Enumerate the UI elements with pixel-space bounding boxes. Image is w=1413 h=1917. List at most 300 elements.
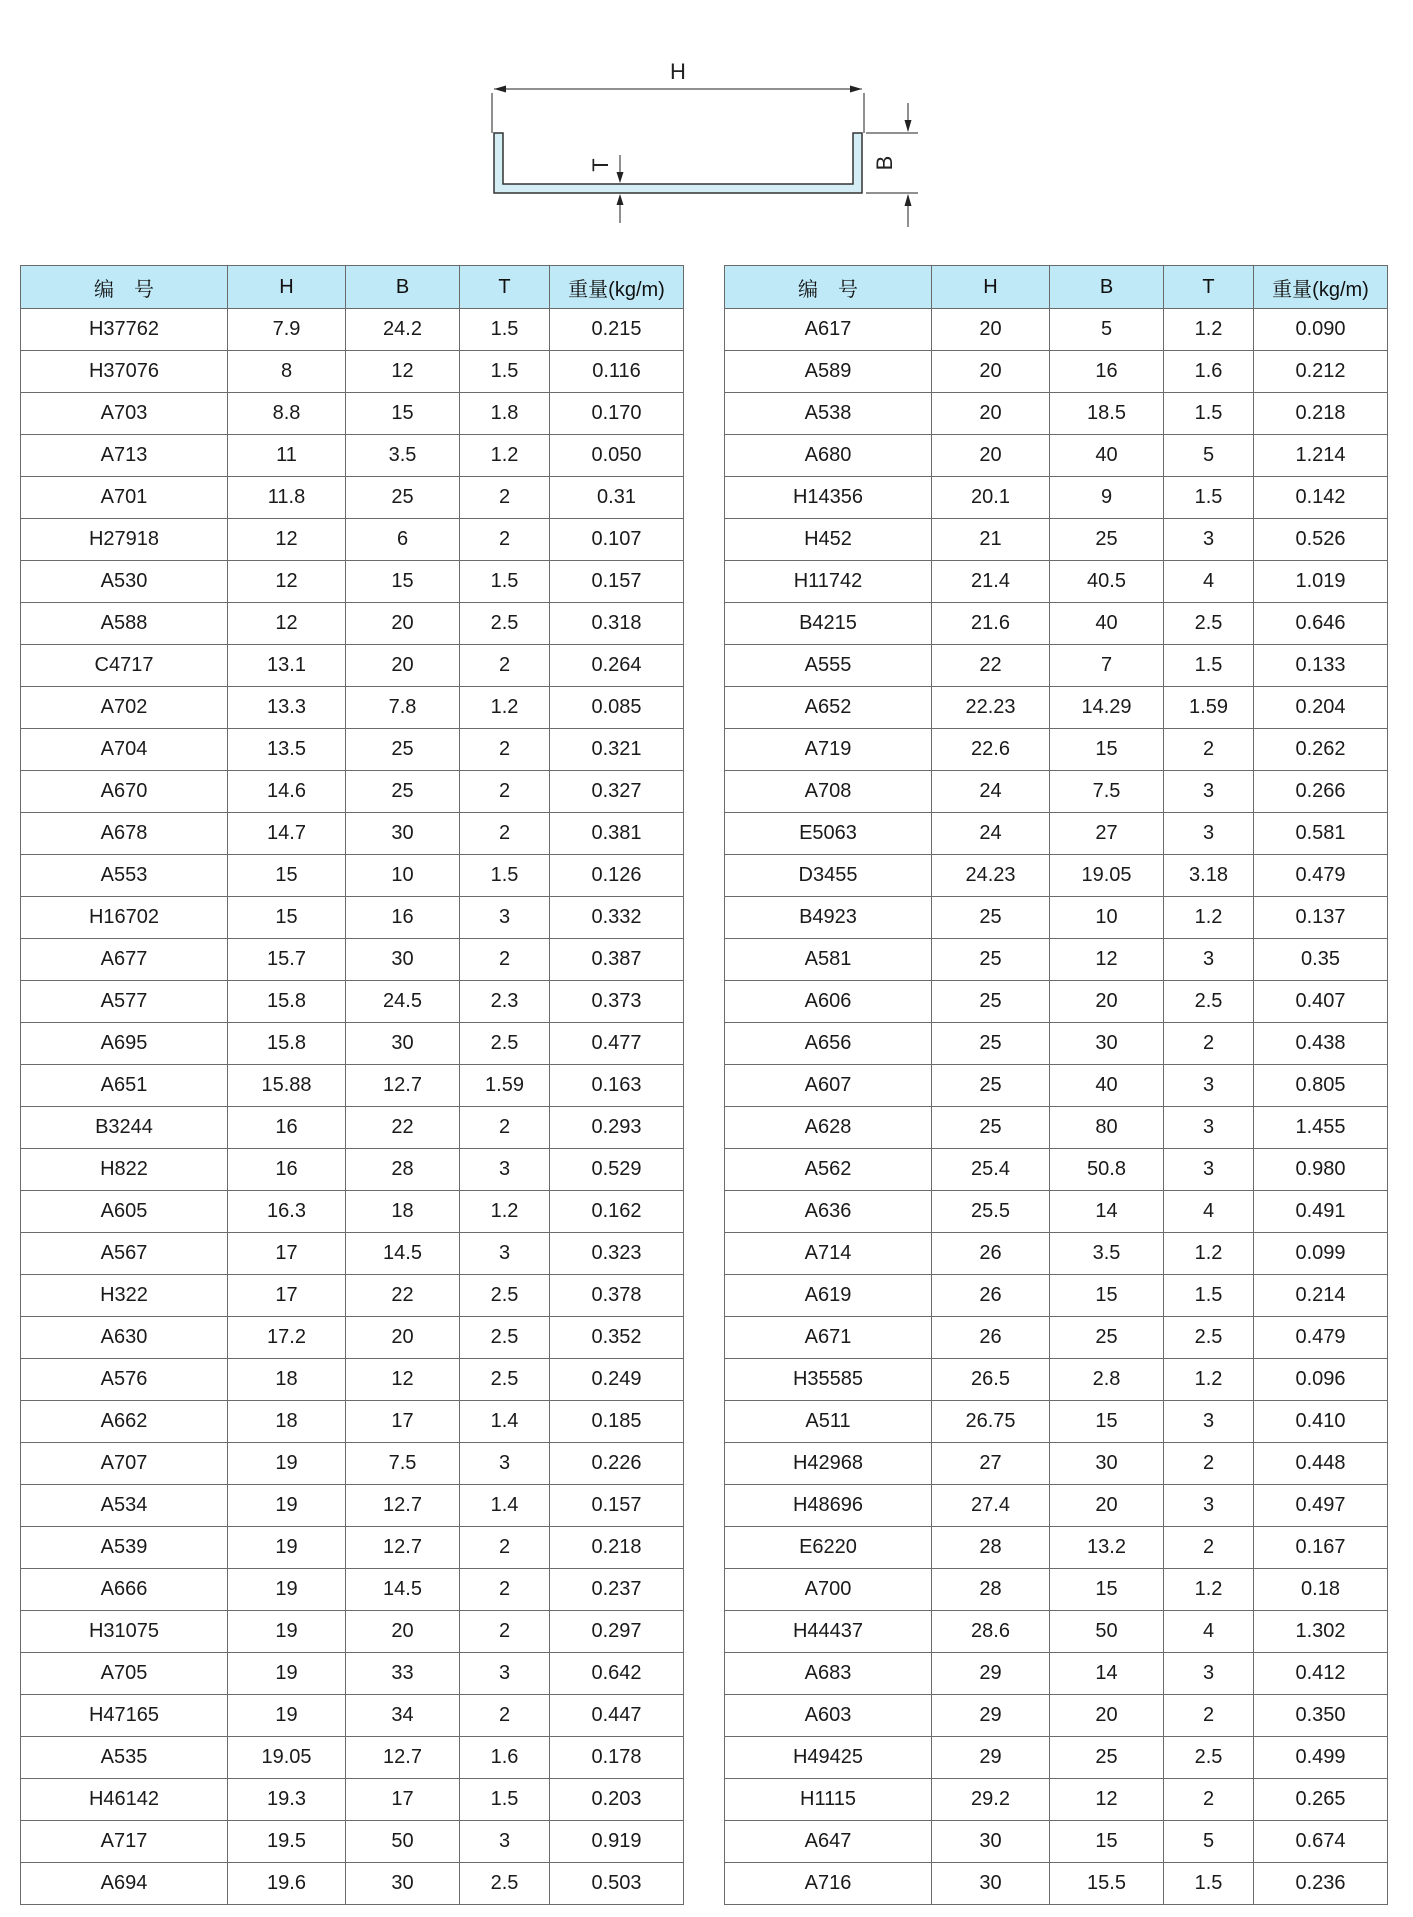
cell-weight: 0.412 xyxy=(1254,1653,1388,1695)
cell-code: A534 xyxy=(21,1485,228,1527)
cell-h: 18 xyxy=(228,1401,346,1443)
cell-code: A562 xyxy=(725,1149,932,1191)
table-row xyxy=(725,1149,1388,1191)
header-code: 编 号 xyxy=(21,266,228,309)
cell-t: 3 xyxy=(1164,1653,1254,1695)
cell-t: 2 xyxy=(460,519,550,561)
cell-weight: 0.646 xyxy=(1254,603,1388,645)
cell-weight: 0.448 xyxy=(1254,1443,1388,1485)
cell-weight: 0.214 xyxy=(1254,1275,1388,1317)
cell-t: 3 xyxy=(460,1233,550,1275)
cell-b: 12 xyxy=(346,1359,460,1401)
cell-code: H322 xyxy=(21,1275,228,1317)
cell-t: 1.4 xyxy=(460,1401,550,1443)
cell-code: H44437 xyxy=(725,1611,932,1653)
cell-h: 15.8 xyxy=(228,981,346,1023)
cell-code: A538 xyxy=(725,393,932,435)
cell-t: 2 xyxy=(460,1611,550,1653)
cell-b: 33 xyxy=(346,1653,460,1695)
cell-weight: 0.185 xyxy=(550,1401,684,1443)
header-t: T xyxy=(460,266,550,309)
cell-code: A713 xyxy=(21,435,228,477)
table-row xyxy=(725,309,1388,351)
cell-code: A680 xyxy=(725,435,932,477)
cell-h: 19 xyxy=(228,1695,346,1737)
cell-h: 22 xyxy=(932,645,1050,687)
cell-weight: 0.126 xyxy=(550,855,684,897)
cell-t: 4 xyxy=(1164,1611,1254,1653)
cell-code: A630 xyxy=(21,1317,228,1359)
cell-weight: 0.237 xyxy=(550,1569,684,1611)
cell-h: 26.75 xyxy=(932,1401,1050,1443)
cell-h: 19 xyxy=(228,1443,346,1485)
cell-weight: 0.142 xyxy=(1254,477,1388,519)
cell-weight: 0.581 xyxy=(1254,813,1388,855)
cell-weight: 0.323 xyxy=(550,1233,684,1275)
cell-weight: 0.167 xyxy=(1254,1527,1388,1569)
table-row xyxy=(21,771,684,813)
cell-code: A553 xyxy=(21,855,228,897)
cell-weight: 0.381 xyxy=(550,813,684,855)
cell-code: A678 xyxy=(21,813,228,855)
cell-weight: 0.438 xyxy=(1254,1023,1388,1065)
cell-weight: 0.297 xyxy=(550,1611,684,1653)
cell-code: A555 xyxy=(725,645,932,687)
cell-code: B4923 xyxy=(725,897,932,939)
cell-weight: 0.497 xyxy=(1254,1485,1388,1527)
cell-b: 24.2 xyxy=(346,309,460,351)
cell-weight: 0.407 xyxy=(1254,981,1388,1023)
cell-weight: 0.249 xyxy=(550,1359,684,1401)
cell-b: 20 xyxy=(1050,1485,1164,1527)
cell-h: 19 xyxy=(228,1485,346,1527)
cell-h: 16.3 xyxy=(228,1191,346,1233)
cell-h: 27 xyxy=(932,1443,1050,1485)
table-row xyxy=(21,603,684,645)
cell-weight: 0.332 xyxy=(550,897,684,939)
cell-h: 26 xyxy=(932,1317,1050,1359)
cell-weight: 0.387 xyxy=(550,939,684,981)
cell-b: 12 xyxy=(1050,1779,1164,1821)
cell-weight: 0.262 xyxy=(1254,729,1388,771)
table-row xyxy=(725,1485,1388,1527)
cell-b: 7.5 xyxy=(1050,771,1164,813)
cell-code: A619 xyxy=(725,1275,932,1317)
cell-weight: 0.477 xyxy=(550,1023,684,1065)
cell-code: A567 xyxy=(21,1233,228,1275)
table-row xyxy=(21,435,684,477)
cell-code: A701 xyxy=(21,477,228,519)
table-row xyxy=(725,477,1388,519)
table-row xyxy=(21,1149,684,1191)
cell-code: A539 xyxy=(21,1527,228,1569)
table-row xyxy=(21,1653,684,1695)
cell-t: 2.5 xyxy=(1164,603,1254,645)
table-row xyxy=(21,477,684,519)
cell-h: 20 xyxy=(932,351,1050,393)
cell-h: 20.1 xyxy=(932,477,1050,519)
cell-b: 20 xyxy=(1050,981,1164,1023)
cell-t: 3 xyxy=(1164,813,1254,855)
cell-t: 2 xyxy=(460,729,550,771)
cell-b: 12.7 xyxy=(346,1485,460,1527)
spec-table-right xyxy=(724,265,1388,1905)
cell-t: 3 xyxy=(460,1821,550,1863)
cell-code: A581 xyxy=(725,939,932,981)
cell-h: 13.3 xyxy=(228,687,346,729)
cell-weight: 0.18 xyxy=(1254,1569,1388,1611)
cell-b: 20 xyxy=(346,1611,460,1653)
cell-weight: 0.529 xyxy=(550,1149,684,1191)
table-row xyxy=(725,1527,1388,1569)
cell-t: 1.2 xyxy=(460,1191,550,1233)
cell-weight: 0.085 xyxy=(550,687,684,729)
cell-code: A714 xyxy=(725,1233,932,1275)
cell-t: 5 xyxy=(1164,1821,1254,1863)
cell-b: 25 xyxy=(346,771,460,813)
table-row xyxy=(21,1275,684,1317)
table-row xyxy=(725,1317,1388,1359)
table-row xyxy=(725,1737,1388,1779)
dimension-label-t: T xyxy=(588,158,613,172)
cell-h: 16 xyxy=(228,1107,346,1149)
cell-b: 34 xyxy=(346,1695,460,1737)
cell-t: 1.5 xyxy=(460,351,550,393)
table-row xyxy=(725,393,1388,435)
cell-code: A652 xyxy=(725,687,932,729)
cell-code: A617 xyxy=(725,309,932,351)
cell-weight: 0.491 xyxy=(1254,1191,1388,1233)
cell-h: 28 xyxy=(932,1527,1050,1569)
cell-h: 14.6 xyxy=(228,771,346,813)
cell-code: H1115 xyxy=(725,1779,932,1821)
cell-b: 50 xyxy=(346,1821,460,1863)
cell-b: 12 xyxy=(1050,939,1164,981)
table-row xyxy=(21,561,684,603)
cell-t: 3 xyxy=(1164,1107,1254,1149)
cell-b: 25 xyxy=(1050,1317,1164,1359)
cell-code: A671 xyxy=(725,1317,932,1359)
cell-weight: 0.318 xyxy=(550,603,684,645)
cell-h: 15 xyxy=(228,897,346,939)
cell-b: 15 xyxy=(1050,1401,1164,1443)
cell-h: 7.9 xyxy=(228,309,346,351)
cell-t: 1.59 xyxy=(460,1065,550,1107)
cell-b: 17 xyxy=(346,1401,460,1443)
cell-weight: 0.203 xyxy=(550,1779,684,1821)
cell-code: C4717 xyxy=(21,645,228,687)
cell-weight: 0.479 xyxy=(1254,855,1388,897)
cell-b: 80 xyxy=(1050,1107,1164,1149)
cell-b: 14.5 xyxy=(346,1569,460,1611)
cell-weight: 0.293 xyxy=(550,1107,684,1149)
cell-b: 5 xyxy=(1050,309,1164,351)
cell-t: 1.5 xyxy=(460,309,550,351)
table-row xyxy=(725,1611,1388,1653)
table-row xyxy=(725,981,1388,1023)
cell-t: 2 xyxy=(460,645,550,687)
cell-code: H452 xyxy=(725,519,932,561)
cell-t: 2 xyxy=(1164,1695,1254,1737)
cell-t: 4 xyxy=(1164,1191,1254,1233)
cell-t: 3 xyxy=(1164,1401,1254,1443)
cell-code: A717 xyxy=(21,1821,228,1863)
cell-t: 3 xyxy=(460,1149,550,1191)
cell-t: 2.5 xyxy=(460,1275,550,1317)
cell-code: A607 xyxy=(725,1065,932,1107)
table-row xyxy=(725,1191,1388,1233)
table-row xyxy=(725,1695,1388,1737)
cell-code: H14356 xyxy=(725,477,932,519)
table-row xyxy=(21,393,684,435)
table-row xyxy=(21,1401,684,1443)
cell-code: A695 xyxy=(21,1023,228,1065)
cell-b: 14.29 xyxy=(1050,687,1164,729)
cell-b: 15 xyxy=(1050,1275,1164,1317)
cell-h: 12 xyxy=(228,603,346,645)
table-row xyxy=(21,687,684,729)
cell-t: 1.5 xyxy=(1164,477,1254,519)
cell-h: 29 xyxy=(932,1653,1050,1695)
cell-code: A511 xyxy=(725,1401,932,1443)
cell-code: A530 xyxy=(21,561,228,603)
cell-t: 2 xyxy=(1164,1779,1254,1821)
cell-h: 20 xyxy=(932,393,1050,435)
cell-h: 18 xyxy=(228,1359,346,1401)
cell-h: 12 xyxy=(228,561,346,603)
table-row xyxy=(21,1611,684,1653)
table-row xyxy=(21,351,684,393)
cell-weight: 1.302 xyxy=(1254,1611,1388,1653)
cell-b: 15 xyxy=(1050,1821,1164,1863)
cell-b: 12 xyxy=(346,351,460,393)
cell-code: A577 xyxy=(21,981,228,1023)
table-row xyxy=(21,1569,684,1611)
cell-h: 26.5 xyxy=(932,1359,1050,1401)
table-row xyxy=(725,519,1388,561)
cell-b: 40 xyxy=(1050,435,1164,477)
cell-h: 15.88 xyxy=(228,1065,346,1107)
cell-code: H11742 xyxy=(725,561,932,603)
cell-h: 28 xyxy=(932,1569,1050,1611)
table-row xyxy=(725,603,1388,645)
cell-b: 6 xyxy=(346,519,460,561)
cell-code: A677 xyxy=(21,939,228,981)
cell-h: 24.23 xyxy=(932,855,1050,897)
cell-b: 7 xyxy=(1050,645,1164,687)
cell-t: 1.8 xyxy=(460,393,550,435)
cell-b: 40 xyxy=(1050,603,1164,645)
table-row xyxy=(21,519,684,561)
cell-h: 17 xyxy=(228,1275,346,1317)
cell-b: 13.2 xyxy=(1050,1527,1164,1569)
cell-code: A647 xyxy=(725,1821,932,1863)
cell-t: 3 xyxy=(1164,771,1254,813)
cell-b: 20 xyxy=(346,1317,460,1359)
cell-t: 2.5 xyxy=(1164,1317,1254,1359)
table-row xyxy=(725,435,1388,477)
cell-code: A606 xyxy=(725,981,932,1023)
cell-t: 3 xyxy=(460,1443,550,1485)
header-b: B xyxy=(1050,266,1164,309)
cell-weight: 0.226 xyxy=(550,1443,684,1485)
cell-t: 2.5 xyxy=(460,603,550,645)
cell-weight: 1.019 xyxy=(1254,561,1388,603)
cell-h: 22.6 xyxy=(932,729,1050,771)
cell-b: 14 xyxy=(1050,1191,1164,1233)
cell-b: 3.5 xyxy=(346,435,460,477)
cell-b: 40.5 xyxy=(1050,561,1164,603)
cell-b: 18 xyxy=(346,1191,460,1233)
cell-h: 13.1 xyxy=(228,645,346,687)
cell-h: 13.5 xyxy=(228,729,346,771)
cell-t: 1.2 xyxy=(460,435,550,477)
cell-t: 1.6 xyxy=(1164,351,1254,393)
cell-code: A603 xyxy=(725,1695,932,1737)
cell-weight: 0.410 xyxy=(1254,1401,1388,1443)
cell-h: 25 xyxy=(932,1023,1050,1065)
cell-t: 1.5 xyxy=(1164,645,1254,687)
table-row xyxy=(725,561,1388,603)
cell-code: H822 xyxy=(21,1149,228,1191)
cell-h: 12 xyxy=(228,519,346,561)
cell-b: 14 xyxy=(1050,1653,1164,1695)
cell-h: 25 xyxy=(932,981,1050,1023)
table-row xyxy=(21,1527,684,1569)
cell-h: 25.5 xyxy=(932,1191,1050,1233)
cell-t: 1.5 xyxy=(460,561,550,603)
cell-code: A700 xyxy=(725,1569,932,1611)
cell-t: 2 xyxy=(1164,1527,1254,1569)
cell-t: 1.2 xyxy=(1164,1359,1254,1401)
cell-t: 1.2 xyxy=(1164,897,1254,939)
cell-t: 2 xyxy=(460,939,550,981)
cell-t: 3 xyxy=(460,1653,550,1695)
cell-weight: 0.236 xyxy=(1254,1863,1388,1905)
table-row xyxy=(21,897,684,939)
cell-h: 19 xyxy=(228,1527,346,1569)
cell-code: A702 xyxy=(21,687,228,729)
cell-h: 16 xyxy=(228,1149,346,1191)
cell-b: 12.7 xyxy=(346,1737,460,1779)
cell-b: 20 xyxy=(1050,1695,1164,1737)
cell-b: 22 xyxy=(346,1107,460,1149)
cell-b: 17 xyxy=(346,1779,460,1821)
table-row xyxy=(725,897,1388,939)
cell-t: 2 xyxy=(460,813,550,855)
cell-h: 17.2 xyxy=(228,1317,346,1359)
cell-weight: 0.980 xyxy=(1254,1149,1388,1191)
table-row xyxy=(21,939,684,981)
cell-t: 1.5 xyxy=(1164,393,1254,435)
header-code: 编 号 xyxy=(725,266,932,309)
cell-weight: 0.162 xyxy=(550,1191,684,1233)
table-row xyxy=(725,1443,1388,1485)
cell-b: 24.5 xyxy=(346,981,460,1023)
table-row xyxy=(21,309,684,351)
table-row xyxy=(725,771,1388,813)
cell-code: A651 xyxy=(21,1065,228,1107)
cell-b: 30 xyxy=(1050,1443,1164,1485)
cell-h: 22.23 xyxy=(932,687,1050,729)
cell-h: 24 xyxy=(932,813,1050,855)
cell-weight: 0.178 xyxy=(550,1737,684,1779)
table-row xyxy=(21,729,684,771)
cell-t: 1.2 xyxy=(460,687,550,729)
cell-t: 3 xyxy=(1164,1485,1254,1527)
cell-b: 10 xyxy=(346,855,460,897)
table-row xyxy=(21,855,684,897)
cell-code: A576 xyxy=(21,1359,228,1401)
cell-code: H46142 xyxy=(21,1779,228,1821)
cell-weight: 0.31 xyxy=(550,477,684,519)
cell-weight: 0.479 xyxy=(1254,1317,1388,1359)
header-weight: 重量(kg/m) xyxy=(1254,266,1388,309)
cell-b: 25 xyxy=(1050,519,1164,561)
cell-t: 1.5 xyxy=(1164,1275,1254,1317)
header-t: T xyxy=(1164,266,1254,309)
cell-weight: 0.499 xyxy=(1254,1737,1388,1779)
cell-weight: 0.266 xyxy=(1254,771,1388,813)
cell-b: 25 xyxy=(346,729,460,771)
cell-h: 8 xyxy=(228,351,346,393)
table-row xyxy=(21,1737,684,1779)
table-row xyxy=(725,645,1388,687)
table-header-row xyxy=(21,266,684,309)
cell-t: 1.2 xyxy=(1164,1233,1254,1275)
cell-h: 19 xyxy=(228,1569,346,1611)
table-row xyxy=(21,1233,684,1275)
table-row xyxy=(725,1821,1388,1863)
cell-weight: 0.378 xyxy=(550,1275,684,1317)
table-row xyxy=(21,1863,684,1905)
cell-code: A719 xyxy=(725,729,932,771)
cell-weight: 0.099 xyxy=(1254,1233,1388,1275)
cell-t: 2.5 xyxy=(460,1023,550,1065)
cell-b: 7.5 xyxy=(346,1443,460,1485)
cell-t: 1.2 xyxy=(1164,1569,1254,1611)
cell-weight: 0.163 xyxy=(550,1065,684,1107)
table-row xyxy=(21,1443,684,1485)
table-row xyxy=(725,1863,1388,1905)
cell-code: A683 xyxy=(725,1653,932,1695)
header-h: H xyxy=(228,266,346,309)
cell-b: 3.5 xyxy=(1050,1233,1164,1275)
cell-weight: 0.218 xyxy=(550,1527,684,1569)
cell-code: A716 xyxy=(725,1863,932,1905)
cell-weight: 0.157 xyxy=(550,1485,684,1527)
cell-weight: 0.107 xyxy=(550,519,684,561)
table-row xyxy=(725,351,1388,393)
cell-weight: 0.212 xyxy=(1254,351,1388,393)
table-row xyxy=(725,687,1388,729)
cell-b: 16 xyxy=(1050,351,1164,393)
table-row xyxy=(21,1779,684,1821)
cell-t: 1.6 xyxy=(460,1737,550,1779)
cell-code: A662 xyxy=(21,1401,228,1443)
cell-h: 11.8 xyxy=(228,477,346,519)
cell-h: 24 xyxy=(932,771,1050,813)
cell-weight: 0.327 xyxy=(550,771,684,813)
table-row xyxy=(725,1065,1388,1107)
cell-h: 11 xyxy=(228,435,346,477)
cell-code: B3244 xyxy=(21,1107,228,1149)
cell-b: 20 xyxy=(346,645,460,687)
cell-t: 2 xyxy=(460,771,550,813)
table-row xyxy=(725,1023,1388,1065)
table-row xyxy=(725,855,1388,897)
cell-t: 2 xyxy=(1164,1023,1254,1065)
